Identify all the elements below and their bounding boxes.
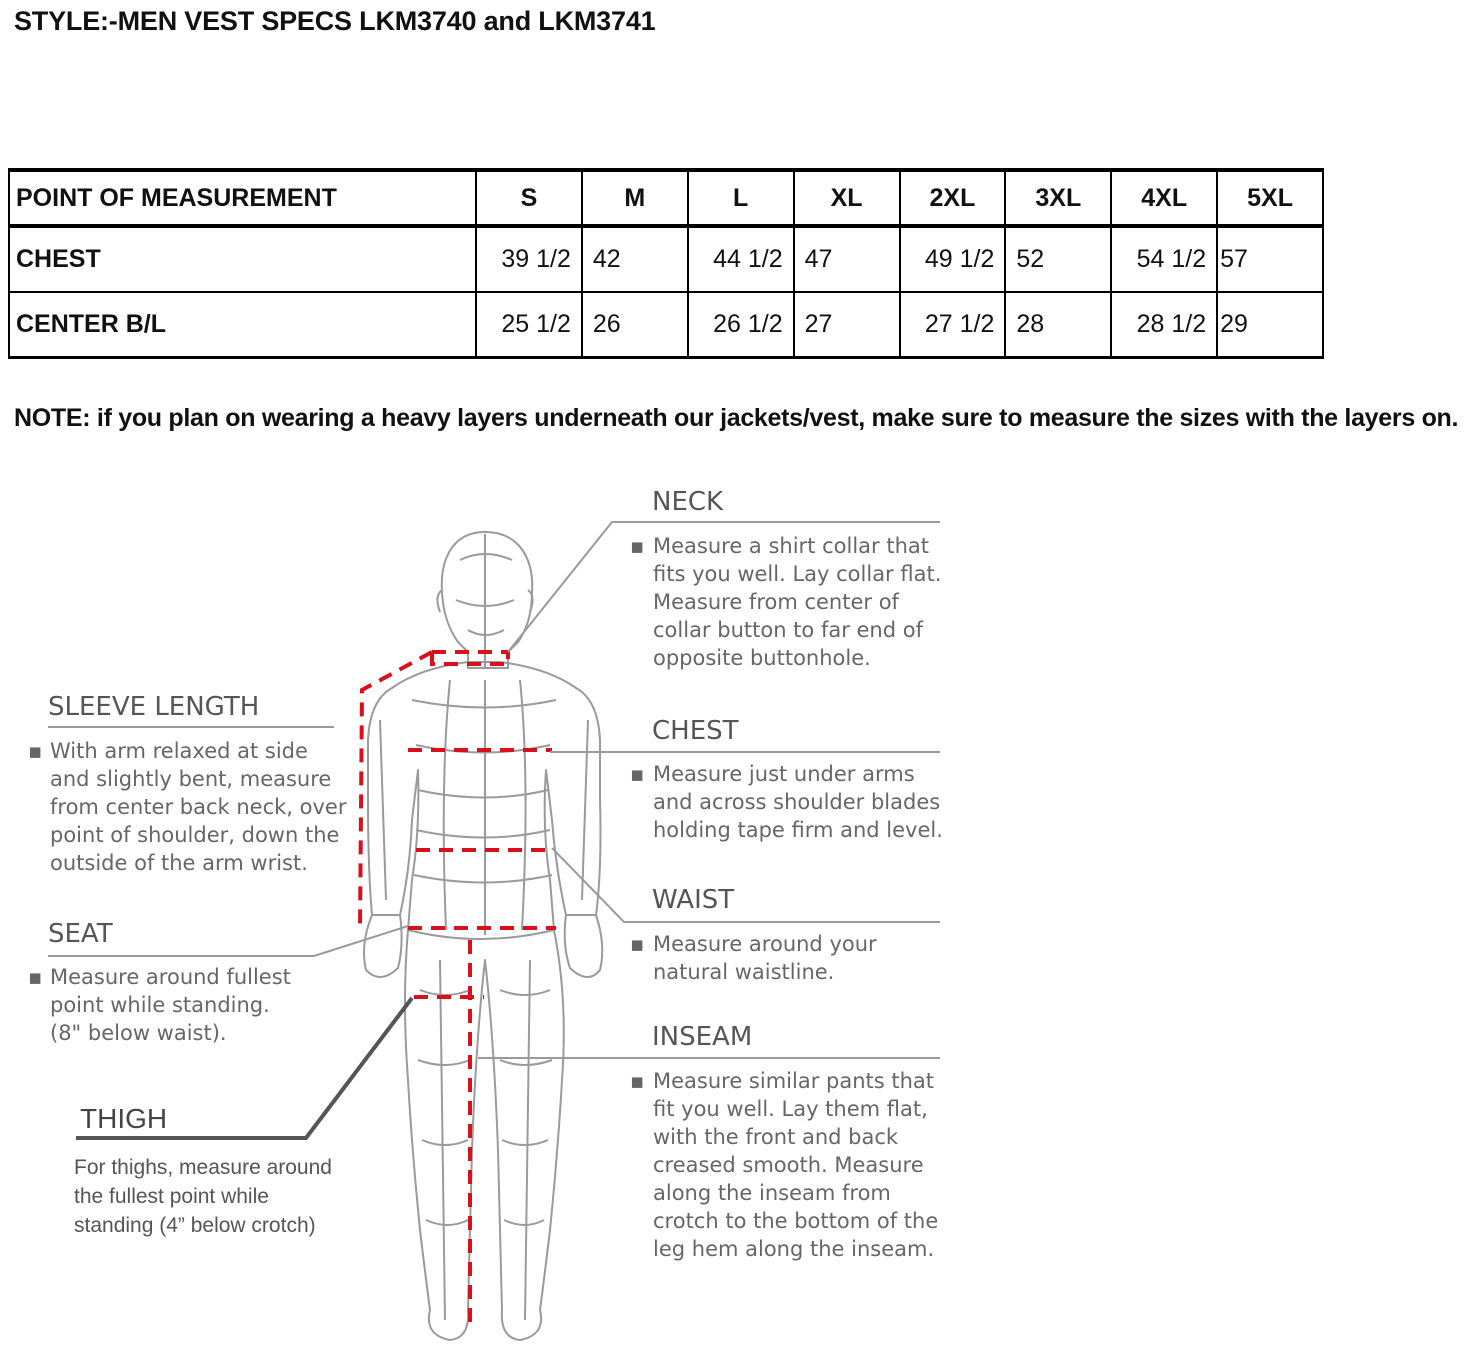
bullet-icon: ▪ bbox=[630, 534, 645, 558]
column-header: M bbox=[582, 170, 688, 226]
neck-text-line: Measure from center of bbox=[653, 590, 899, 614]
column-header: POINT OF MEASUREMENT bbox=[9, 170, 476, 226]
chest-title: CHEST bbox=[652, 716, 739, 746]
neck-text-line: Measure a shirt collar that bbox=[653, 534, 929, 558]
column-header: L bbox=[688, 170, 794, 226]
thigh-text-line: the fullest point while bbox=[74, 1185, 269, 1208]
thigh-text-line: For thighs, measure around bbox=[74, 1156, 332, 1179]
table-cell: 47 bbox=[794, 226, 900, 292]
inseam-text-line: along the inseam from bbox=[653, 1181, 891, 1205]
table-cell: 25 1/2 bbox=[476, 292, 582, 358]
column-header: 4XL bbox=[1111, 170, 1217, 226]
sleeve-text-line: With arm relaxed at side bbox=[50, 739, 308, 763]
bullet-icon: ▪ bbox=[630, 762, 645, 786]
chest-text-line: holding tape firm and level. bbox=[653, 818, 943, 842]
sleeve-text-line: from center back neck, over bbox=[50, 795, 347, 819]
table-cell: 29 bbox=[1217, 292, 1323, 358]
sleeve-text-line: outside of the arm wrist. bbox=[50, 851, 308, 875]
inseam-text-line: creased smooth. Measure bbox=[653, 1153, 924, 1177]
inseam-text-line: with the front and back bbox=[653, 1125, 899, 1149]
seat-text-line: (8" below waist). bbox=[50, 1021, 227, 1045]
inseam-text-line: fit you well. Lay them flat, bbox=[653, 1097, 928, 1121]
sleeve-text-line: point of shoulder, down the bbox=[50, 823, 340, 847]
inseam-title: INSEAM bbox=[652, 1022, 753, 1052]
table-cell: 28 1/2 bbox=[1111, 292, 1217, 358]
chest-text-line: Measure just under arms bbox=[653, 762, 915, 786]
table-cell: 52 bbox=[1005, 226, 1111, 292]
thigh-text-line: standing (4” below crotch) bbox=[74, 1214, 316, 1237]
sleeve-text-line: and slightly bent, measure bbox=[50, 767, 332, 791]
row-label: CHEST bbox=[9, 226, 476, 292]
sleeve-length-title: SLEEVE LENGTH bbox=[48, 692, 260, 722]
column-header: XL bbox=[794, 170, 900, 226]
neck-text-line: fits you well. Lay collar flat. bbox=[653, 562, 942, 586]
table-cell: 28 bbox=[1005, 292, 1111, 358]
inseam-text-line: crotch to the bottom of the bbox=[653, 1209, 939, 1233]
thigh-title: THIGH bbox=[80, 1103, 168, 1134]
table-cell: 26 bbox=[582, 292, 688, 358]
column-header: 5XL bbox=[1217, 170, 1323, 226]
neck-measure-line bbox=[432, 652, 508, 664]
chest-text-line: and across shoulder blades bbox=[653, 790, 941, 814]
bullet-icon: ▪ bbox=[28, 739, 43, 763]
page-title: STYLE:-MEN VEST SPECS LKM3740 and LKM3741 bbox=[14, 6, 656, 36]
table-cell: 26 1/2 bbox=[688, 292, 794, 358]
seat-title: SEAT bbox=[48, 919, 113, 949]
waist-text-line: Measure around your bbox=[653, 932, 877, 956]
table-cell: 54 1/2 bbox=[1111, 226, 1217, 292]
inseam-text-line: Measure similar pants that bbox=[653, 1069, 935, 1093]
layering-note: NOTE: if you plan on wearing a heavy layers underneath our jackets/vest, make sure to measure the sizes with the layers on. bbox=[14, 404, 1459, 432]
table-cell: 42 bbox=[582, 226, 688, 292]
table-cell: 44 1/2 bbox=[688, 226, 794, 292]
waist-title: WAIST bbox=[652, 885, 735, 915]
seat-text-line: Measure around fullest bbox=[50, 965, 291, 989]
bullet-icon: ▪ bbox=[630, 1069, 645, 1093]
column-header: 2XL bbox=[900, 170, 1006, 226]
seat-text-line: point while standing. bbox=[50, 993, 270, 1017]
table-cell: 49 1/2 bbox=[900, 226, 1006, 292]
table-cell: 57 bbox=[1217, 226, 1323, 292]
waist-text-line: natural waistline. bbox=[653, 960, 835, 984]
table-cell: 39 1/2 bbox=[476, 226, 582, 292]
neck-title: NECK bbox=[652, 487, 724, 517]
inseam-text-line: leg hem along the inseam. bbox=[653, 1237, 935, 1261]
column-header: S bbox=[476, 170, 582, 226]
column-header: 3XL bbox=[1005, 170, 1111, 226]
table-cell: 27 1/2 bbox=[900, 292, 1006, 358]
bullet-icon: ▪ bbox=[630, 932, 645, 956]
neck-text-line: opposite buttonhole. bbox=[653, 646, 871, 670]
bullet-icon: ▪ bbox=[28, 965, 43, 989]
neck-text-line: collar button to far end of bbox=[653, 618, 923, 642]
table-cell: 27 bbox=[794, 292, 900, 358]
row-label: CENTER B/L bbox=[9, 292, 476, 358]
